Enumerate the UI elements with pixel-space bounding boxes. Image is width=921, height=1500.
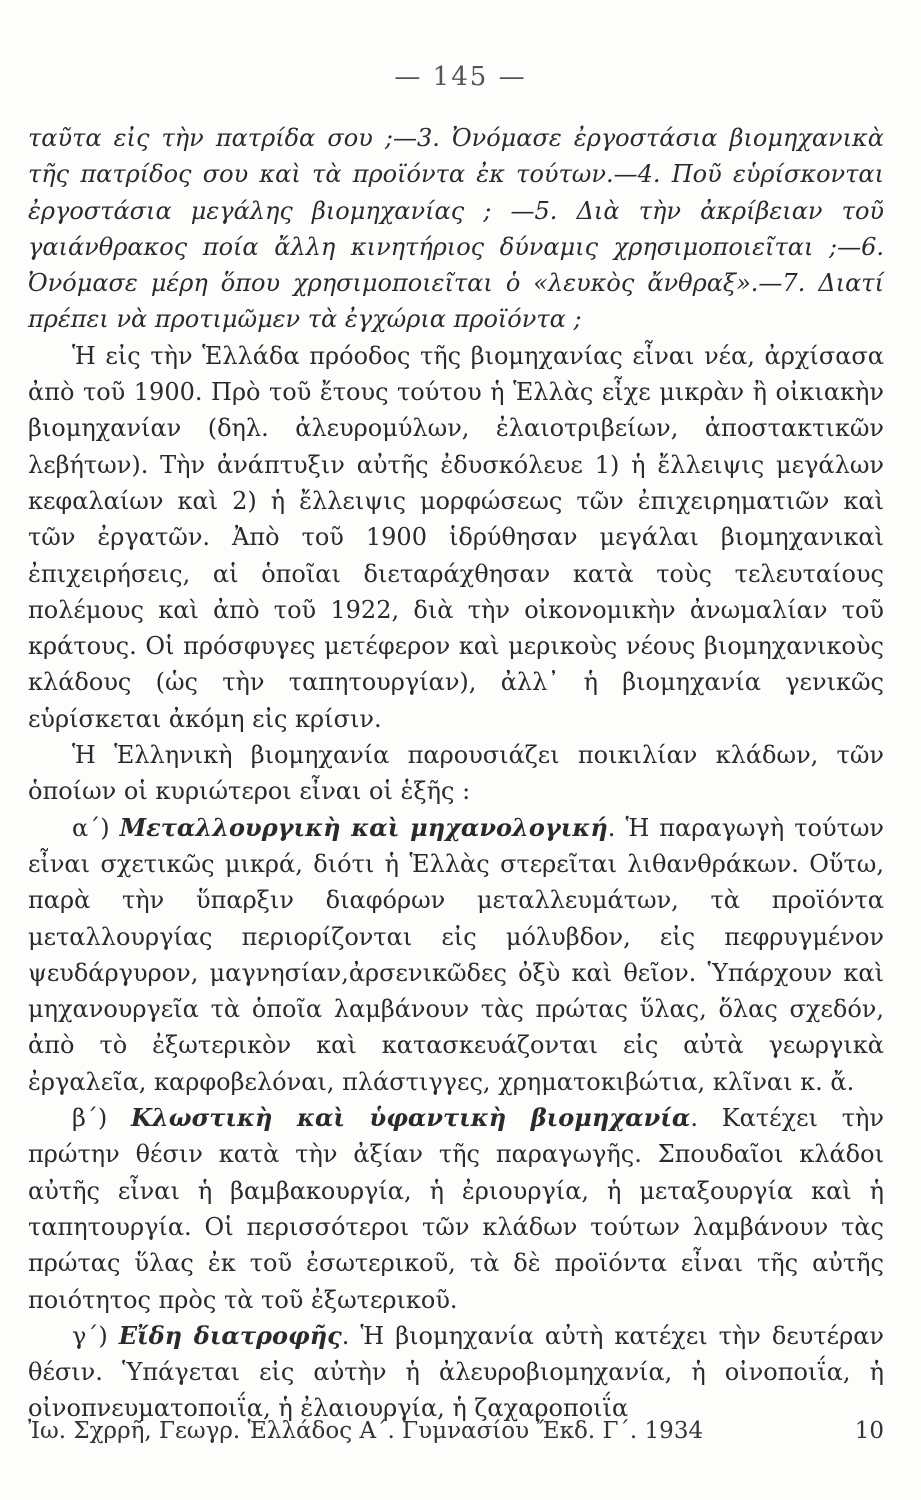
footer-signature: Ἰω. Σχρρῆ, Γεωγρ. Ἑλλάδος Α΄. Γυμνασίου Ἔκδ. Γ΄. 1934: [28, 1418, 704, 1444]
metallurgy-heading: Μεταλλουργικὴ καὶ μηχανολογική: [119, 812, 608, 842]
food-heading: Εἴδη διατροφῆς: [118, 1320, 342, 1350]
textile-heading: Κλωστικὴ καὶ ὑφαντικὴ βιομηχανία: [131, 1103, 691, 1133]
metallurgy-text: . Ἡ παραγωγὴ τούτων εἶναι σχετικῶς μικρά, διότι ἡ Ἑλλὰς στερεῖται λιθανθράκων. Οὕτω, παρὰ τὴν ὕπαρξιν διαφόρων μεταλλευμάτων, τὰ προϊόντα μεταλλουργίας περιορίζονται εἰς μόλυβδον, εἰς πεφρυγμένον ψευδάργυρον, μαγνησίαν,ἀρσενικῶδες ὀξὺ καὶ θεῖον. Ὑπάρχουν καὶ μηχανουργεῖα τὰ ὁποῖα λαμβάνουν τὰς πρώτας ὕλας, ὅλας σχεδόν, ἀπὸ τὸ ἐξωτερικὸν καὶ κατασκευάζονται εἰς αὐτὰ γεωργικὰ ἐργαλεῖα, καρφοβελόναι, πλάστιγγες, χρηματοκιβώτια, κλῖναι κ. ἄ.: [28, 813, 884, 1096]
industry-branches-intro-paragraph: Ἡ Ἑλληνικὴ βιομηχανία παρουσιάζει ποικιλίαν κλάδων, τῶν ὁποίων οἱ κυριώτεροι εἶναι οἱ ἑξῆς :: [28, 741, 884, 806]
page-number: — 145 —: [394, 62, 527, 92]
page-footer: [28, 1418, 884, 1444]
textile-prefix: β΄): [72, 1104, 108, 1133]
food-text: . Ἡ βιομηχανία αὐτὴ κατέχει τὴν δευτέραν θέσιν. Ὑπάγεται εἰς αὐτὴν ἡ ἀλευροβιομηχανία, ἡ οἰνοποιΐα, ἡ οἰνοπνευματοποιΐα, ἡ ἐλαιουργία, ἡ ζαχαροποιΐα: [28, 1321, 884, 1423]
exercise-questions-paragraph: ταῦτα εἰς τὴν πατρίδα σου ;—3. Ὀνόμασε ἐργοστάσια βιομηχανικὰ τῆς πατρίδος σου καὶ τὰ προϊόντα ἐκ τούτων.—4. Ποῦ εὑρίσκονται ἐργοστάσια μεγάλης βιομηχανίας ; —5. Διὰ τὴν ἀκρίβειαν τοῦ γαιάνθρακος ποία ἄλλη κινητήριος δύναμις χρησιμοποιεῖται ;—6. Ὀνόμασε μέρη ὅπου χρησιμοποιεῖται ὁ «λευκὸς ἄνθραξ».—7. Διατί πρέπει νὰ προτιμῶμεν τὰ ἐγχώρια προϊόντα ;: [28, 124, 884, 334]
body-text: [28, 120, 884, 1427]
metallurgy-paragraph: [28, 810, 884, 1100]
food-prefix: γ΄): [72, 1321, 108, 1350]
textile-text: . Κατέχει τὴν πρώτην θέσιν κατὰ τὴν ἀξίαν τῆς παραγωγῆς. Σπουδαῖοι κλάδοι αὐτῆς εἶναι ἡ βαμβακουργία, ἡ ἐριουργία, ἡ μεταξουργία καὶ ἡ ταπητουργία. Οἱ περισσότεροι τῶν κλάδων τούτων λαμβάνουν τὰς πρώτας ὕλας ἐκ τοῦ ἐσωτερικοῦ, τὰ δὲ προϊόντα εἶναι τῆς αὐτῆς ποιότητος πρὸς τὰ τοῦ ἐξωτερικοῦ.: [28, 1104, 884, 1314]
textile-paragraph: [28, 1100, 884, 1318]
footer-sheet-number: 10: [854, 1418, 884, 1444]
metallurgy-prefix: α΄): [72, 813, 110, 842]
industry-history-paragraph: Ἡ εἰς τὴν Ἑλλάδα πρόοδος τῆς βιομηχανίας εἶναι νέα, ἀρχίσασα ἀπὸ τοῦ 1900. Πρὸ τοῦ ἔτους τούτου ἡ Ἑλλὰς εἶχε μικρὰν ἢ οἰκιακὴν βιομηχανίαν (δηλ. ἀλευρομύλων, ἐλαιοτριβείων, ἀποστακτικῶν λεβήτων). Τὴν ἀνάπτυξιν αὐτῆς ἐδυσκόλευε 1) ἡ ἔλλειψις μεγάλων κεφαλαίων καὶ 2) ἡ ἔλλειψις μορφώσεως τῶν ἐπιχειρηματιῶν καὶ τῶν ἐργατῶν. Ἀπὸ τοῦ 1900 ἱδρύθησαν μεγάλαι βιομηχανικαὶ ἐπιχειρήσεις, αἱ ὁποῖαι διεταράχθησαν κατὰ τοὺς τελευταίους πολέμους καὶ ἀπὸ τοῦ 1922, διὰ τὴν οἰκονομικὴν ἀνωμαλίαν τοῦ κράτους. Οἱ πρόσφυγες μετέφερον καὶ μερικοὺς νέους βιομηχανικοὺς κλάδους (ὡς τὴν ταπητουργίαν), ἀλλ᾽ ἡ βιομηχανία γενικῶς εὑρίσκεται ἀκόμη εἰς κρίσιν.: [28, 341, 884, 733]
food-paragraph: [28, 1318, 884, 1427]
